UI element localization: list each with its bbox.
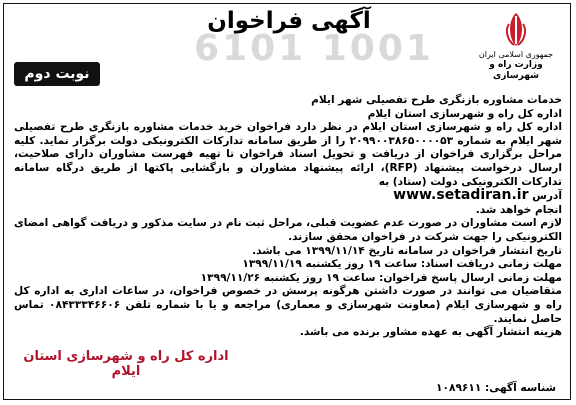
notice-header (4, 4, 570, 92)
receive-deadline: مهلت زمانی دریافت اسناد: ساعت ۱۹ روز یکشنبه ۱۳۹۹/۱۱/۱۹ (242, 258, 562, 271)
notice-issuer: اداره کل راه و شهرسازی استان ایلام (367, 107, 562, 120)
ministry-name: وزارت راه و شهرسازی (489, 60, 543, 81)
address-line (14, 189, 562, 204)
website-link[interactable]: www.setadiran.ir (393, 187, 529, 204)
address-label: آدرس (532, 190, 562, 203)
notice-subject: خدمات مشاوره بازنگری طرح تفصیلی شهر ایلام (311, 94, 562, 106)
notice-paragraph-2: لازم است مشاوران در صورت عدم عضویت قبلی، مراحل ثبت نام در سایت مذکور و دریافت گواهی امضای الکترونیکی را جهت شرکت در فراخوان محقق سازند. (14, 217, 562, 243)
notice-title: آگهی فراخوان (207, 8, 371, 34)
issuer-signature: اداره کل راه و شهرسازی استان ایلام (23, 349, 229, 379)
edition-badge: نوبت دوم (14, 62, 100, 86)
notice-body (14, 94, 562, 340)
publish-date: تاریخ انتشار فراخوان در سامانه تاریخ ۱۳۹۹/۱۱/۱۴ می باشد. (252, 244, 562, 257)
notice-paragraph-1: اداره کل راه و شهرسازی استان ایلام در نظر دارد فراخوان خرید خدمات مشاوره بازنگری طرح تفصیلی شهر ایلام به شماره ۲۰۹۹۰۰۳۸۶۵۰۰۰۰۵۳ را از طریق سامانه تدارکات الکترونیکی دولت برگزار نماید. کلیه مراحل برگزاری فراخوان از دریافت و تحویل اسناد فراخوان تا تهیه فهرست مشاوران دارای صلاحیت، ارسال درخواست پیشنهاد (RFP)، ارائه پیشنهاد مشاوران و بازگشایی پاکتها از طریق درگاه سامانه تدارکات الکترونیکی دولت (ستاد) به (14, 121, 562, 188)
address-tail: انجام خواهد شد. (475, 203, 562, 216)
ministry-logo (470, 10, 562, 90)
ministry-line: جمهوری اسلامی ایران (478, 50, 554, 59)
ad-code: شناسه آگهی: ۱۰۸۹۶۱۱ (436, 382, 556, 394)
fee-note: هزینه انتشار آگهی به عهده مشاور برنده می باشد. (299, 326, 562, 339)
notice-paragraph-3: متقاضیان می توانند در صورت داشتن هرگونه پرسش در خصوص فراخوان، در ساعات اداری به اداره کل راه و شهرسازی ایلام (معاونت شهرسازی و معماری) مراجعه و یا با شماره تلفن ۰۸۴۳۳۳۴۶۶۰۶ تماس حاصل نمایند. (14, 285, 562, 325)
submit-deadline: مهلت زمانی ارسال پاسخ فراخوان: ساعت ۱۹ روز یکشنبه ۱۳۹۹/۱۱/۲۶ (200, 271, 562, 284)
emblem-icon (499, 10, 533, 50)
watermark: 6101 1001 (194, 28, 434, 69)
notice-frame (3, 3, 571, 400)
